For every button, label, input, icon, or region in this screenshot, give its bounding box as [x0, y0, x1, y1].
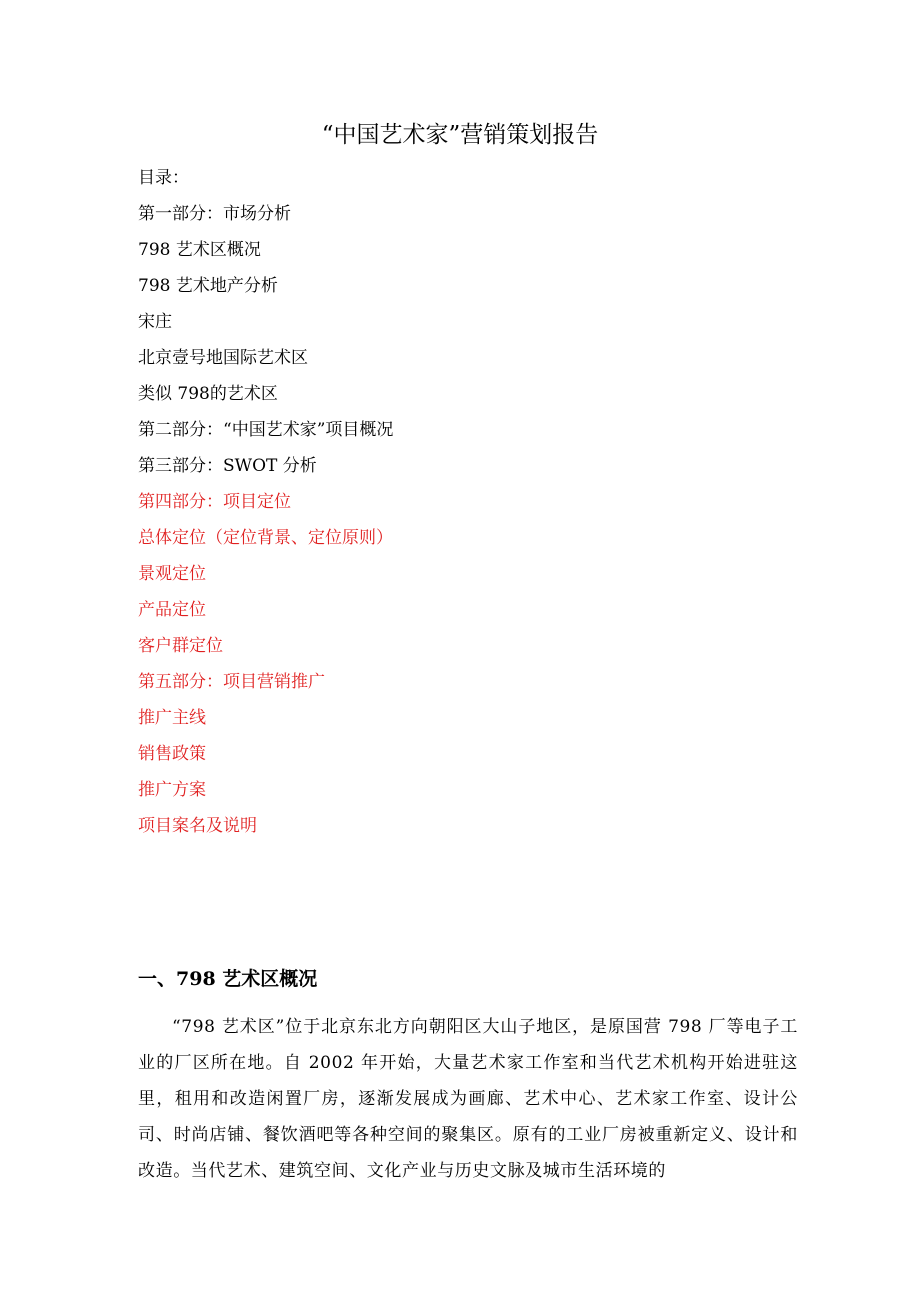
section-heading: 一、798 艺术区概况 [138, 968, 318, 990]
toc-item: 客户群定位 [138, 636, 223, 656]
toc-item: 产品定位 [138, 600, 206, 620]
toc-item: 第二部分：“中国艺术家”项目概况 [138, 420, 394, 440]
toc-item: 第一部分：市场分析 [138, 204, 291, 224]
toc-item: 总体定位（定位背景、定位原则） [138, 528, 393, 548]
toc-item: 北京壹号地国际艺术区 [138, 348, 308, 368]
toc-item: 类似 798的艺术区 [138, 384, 278, 404]
toc-item: 景观定位 [138, 564, 206, 584]
toc-item: 798 艺术区概况 [138, 240, 261, 260]
toc-item: 798 艺术地产分析 [138, 276, 278, 296]
section-body-paragraph: “798 艺术区”位于北京东北方向朝阳区大山子地区，是原国营 798 厂等电子工业的厂区所在地。自 2002 年开始，大量艺术家工作室和当代艺术机构开始进驻这里，租用和改造闲置厂房，逐渐发展成为画廊、艺术中心、艺术家工作室、设计公司、时尚店铺、餐饮酒吧等各种空间的聚集区。原有的工业厂房被重新定义、设计和改造。当代艺术、建筑空间、文化产业与历史文脉及城市生活环境的 [138, 1017, 798, 1181]
toc-item: 项目案名及说明 [138, 816, 257, 836]
toc-item: 推广方案 [138, 780, 206, 800]
toc-label: 目录： [138, 168, 189, 188]
toc-item: 第四部分：项目定位 [138, 492, 291, 512]
toc-item: 宋庄 [138, 312, 172, 332]
toc-item: 第三部分：SWOT 分析 [138, 456, 317, 476]
toc-item: 第五部分：项目营销推广 [138, 672, 325, 692]
document-title: “中国艺术家”营销策划报告 [321, 122, 599, 148]
table-of-contents [138, 201, 393, 849]
toc-item: 销售政策 [138, 744, 206, 764]
toc-item: 推广主线 [138, 708, 206, 728]
